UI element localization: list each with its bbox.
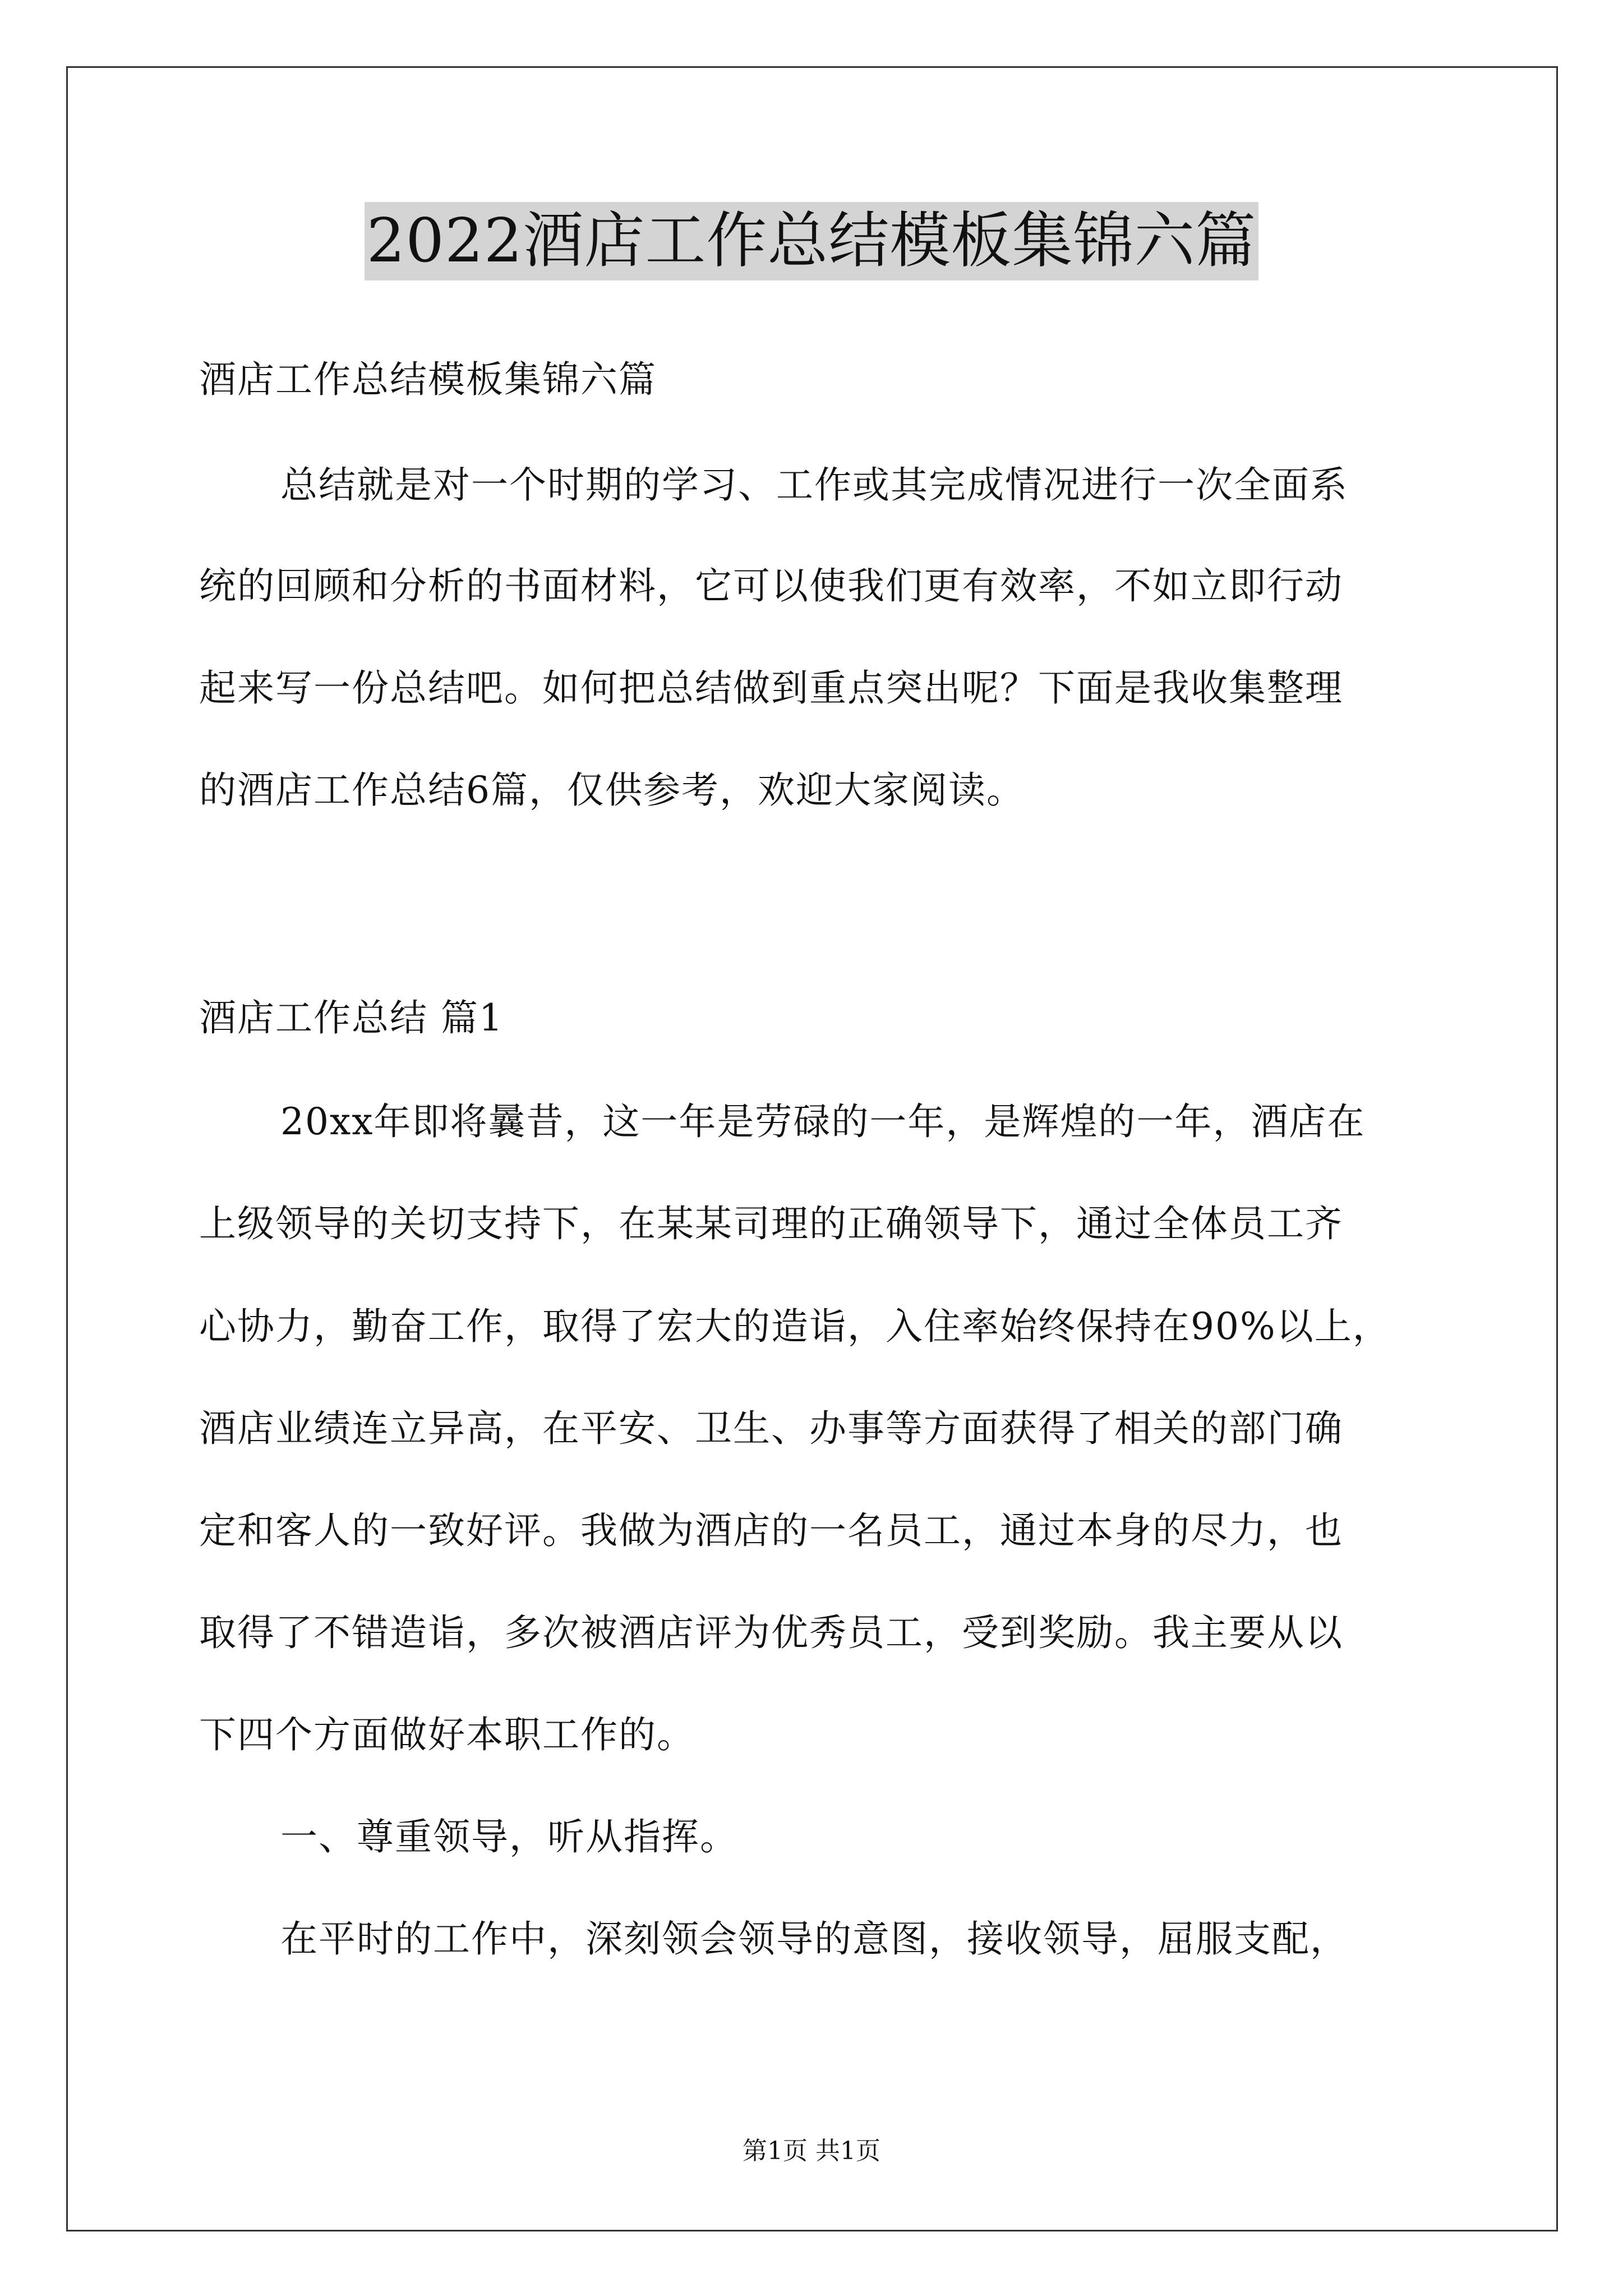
- intro-line-2: 统的回顾和分析的书面材料，它可以使我们更有效率，不如立即行动: [199, 564, 1343, 608]
- title-container: [0, 202, 1623, 280]
- document-subtitle: 酒店工作总结模板集锦六篇: [199, 358, 657, 401]
- section-line-5: 定和客人的一致好评。我做为酒店的一名员工，通过本身的尽力，也: [199, 1509, 1343, 1552]
- section-line-4: 酒店业绩连立异高，在平安、卫生、办事等方面获得了相关的部门确: [199, 1407, 1343, 1450]
- point-heading: 一、尊重领导，听从指挥。: [280, 1815, 738, 1858]
- document-title: 2022酒店工作总结模板集锦六篇: [365, 202, 1259, 280]
- point-line-1: 在平时的工作中，深刻领会领导的意图，接收领导，屈服支配，: [280, 1917, 1348, 1961]
- section-line-7: 下四个方面做好本职工作的。: [199, 1713, 695, 1756]
- section-line-6: 取得了不错造诣，多次被酒店评为优秀员工，受到奖励。我主要从以: [199, 1611, 1343, 1654]
- section-heading: 酒店工作总结 篇1: [199, 996, 504, 1039]
- page-footer: 第1页 共1页: [743, 2137, 880, 2165]
- intro-line-4: 的酒店工作总结6篇，仅供参考，欢迎大家阅读。: [199, 769, 1025, 812]
- intro-line-1: 总结就是对一个时期的学习、工作或其完成情况进行一次全面系: [280, 463, 1348, 507]
- section-line-3: 心协力，勤奋工作，取得了宏大的造诣，入住率始终保持在90%以上，: [199, 1305, 1391, 1348]
- section-line-2: 上级领导的关切支持下，在某某司理的正确领导下，通过全体员工齐: [199, 1202, 1343, 1245]
- intro-line-3: 起来写一份总结吧。如何把总结做到重点突出呢？下面是我收集整理: [199, 666, 1343, 710]
- section-line-1: 20xx年即将曩昔，这一年是劳碌的一年，是辉煌的一年，酒店在: [280, 1100, 1366, 1143]
